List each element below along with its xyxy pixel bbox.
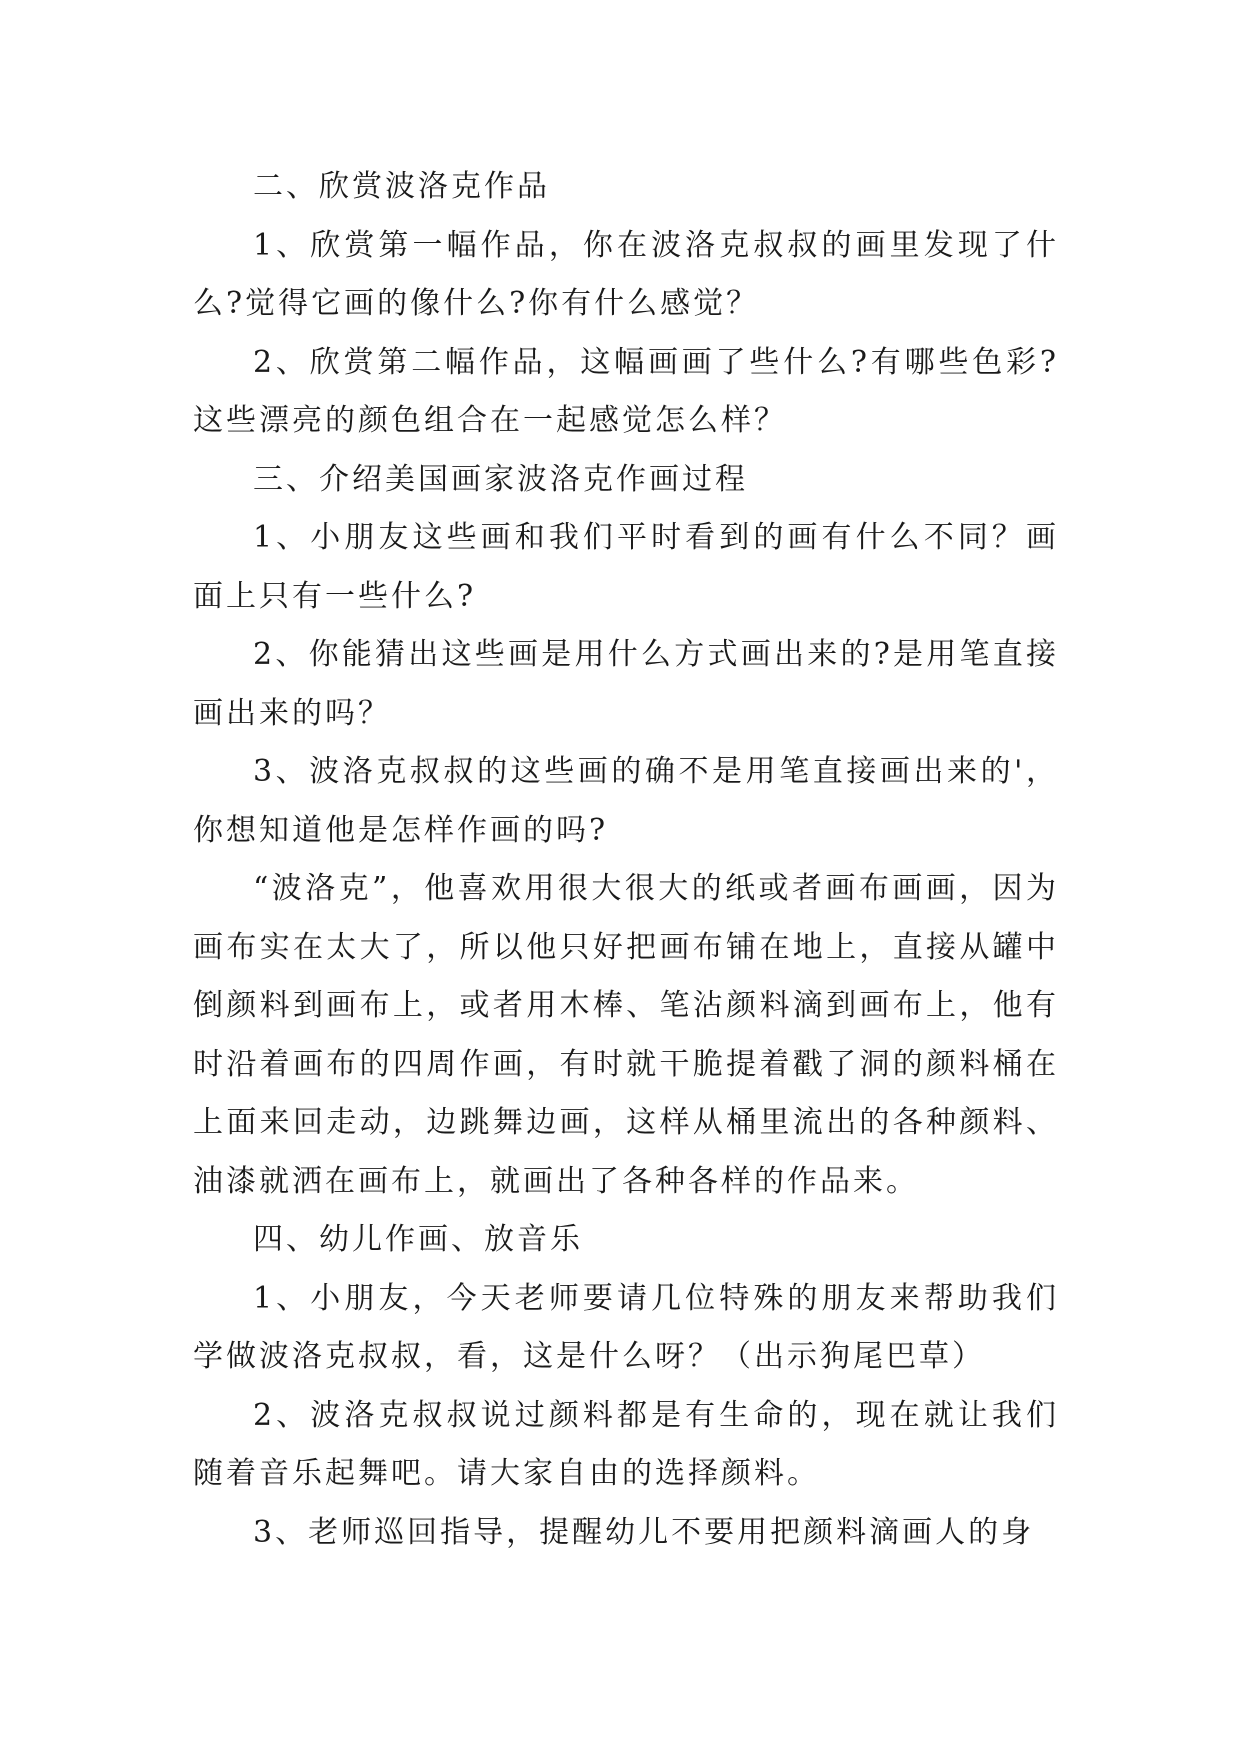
section-heading-process: 三、介绍美国画家波洛克作画过程 bbox=[253, 461, 748, 497]
paragraph-item: 2、你能猜出这些画是用什么方式画出来的?是用笔直接画出来的吗？ bbox=[193, 637, 1059, 731]
paragraph-item: 1、小朋友，今天老师要请几位特殊的朋友来帮助我们学做波洛克叔叔，看，这是什么呀？（出示狗尾巴草） bbox=[193, 1280, 1059, 1374]
paragraph-description: “波洛克”，他喜欢用很大很大的纸或者画布画画，因为画布实在太大了，所以他只好把画布铺在地上，直接从罐中倒颜料到画布上，或者用木棒、笔沾颜料滴到画布上，他有时沿着画布的四周作画，有时就干脆提着戳了洞的颜料桶在上面来回走动，边跳舞边画，这样从桶里流出的各种颜料、油漆就洒在画布上，就画出了各种各样的作品来。 bbox=[193, 871, 1059, 1199]
section-heading-painting: 四、幼儿作画、放音乐 bbox=[253, 1222, 583, 1257]
section-heading-appreciate: 二、欣赏波洛克作品 bbox=[253, 169, 550, 204]
paragraph-item: 1、欣赏第一幅作品，你在波洛克叔叔的画里发现了什么?觉得它画的像什么?你有什么感觉？ bbox=[193, 227, 1059, 321]
paragraph-item: 3、老师巡回指导，提醒幼儿不要用把颜料滴画人的身 bbox=[253, 1514, 1035, 1550]
document-body bbox=[193, 158, 1059, 1562]
paragraph-item: 3、波洛克叔叔的这些画的确不是用笔直接画出来的'，你想知道他是怎样作画的吗? bbox=[193, 754, 1059, 848]
paragraph-item: 2、波洛克叔叔说过颜料都是有生命的，现在就让我们随着音乐起舞吧。请大家自由的选择颜料。 bbox=[193, 1397, 1059, 1491]
paragraph-item: 2、欣赏第二幅作品，这幅画画了些什么?有哪些色彩?这些漂亮的颜色组合在一起感觉怎么样？ bbox=[193, 344, 1059, 438]
paragraph-item: 1、小朋友这些画和我们平时看到的画有什么不同？画面上只有一些什么? bbox=[193, 520, 1059, 614]
